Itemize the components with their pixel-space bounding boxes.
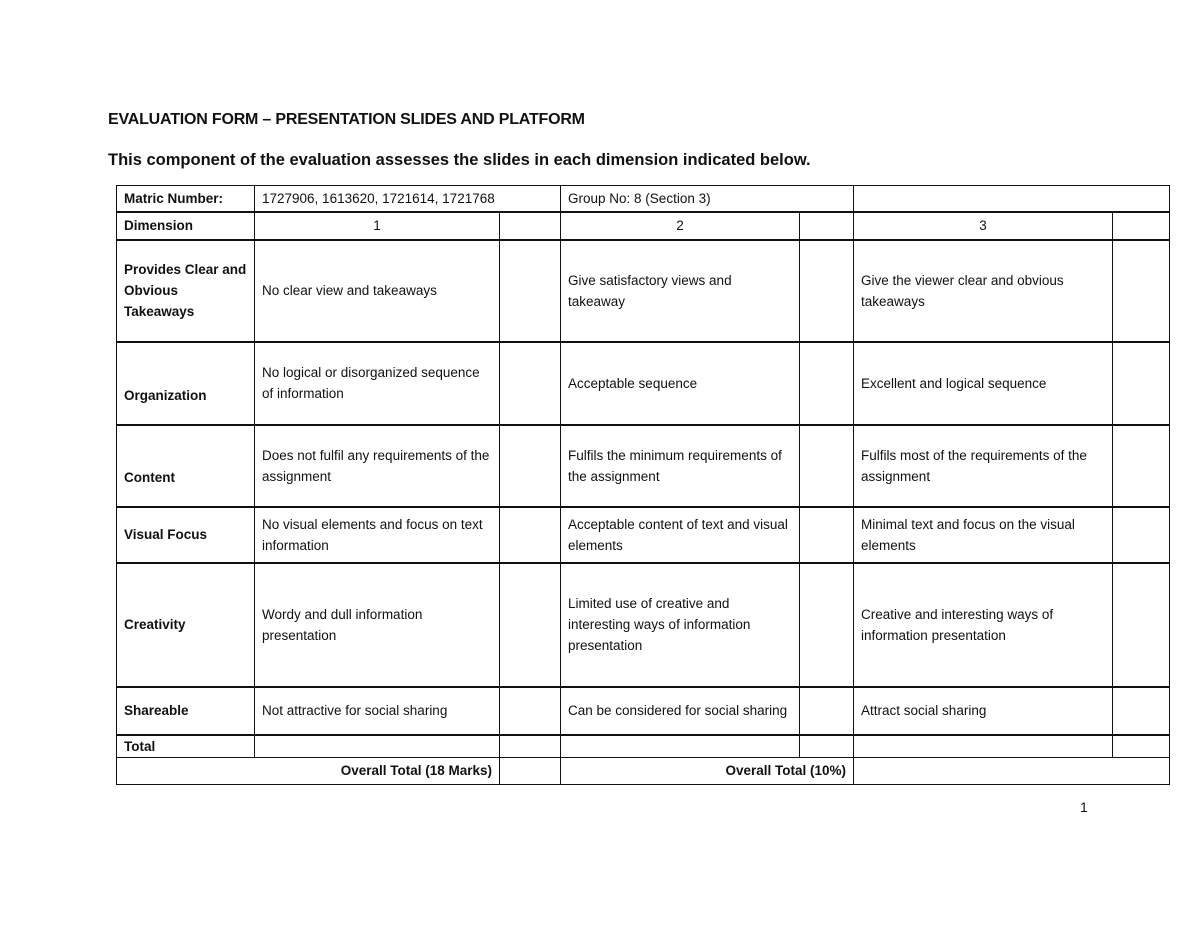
rubric-row	[117, 425, 1170, 507]
page-subtitle: This component of the evaluation assesses the slides in each dimension indicated below.	[108, 151, 811, 169]
total-score-box[interactable]	[800, 735, 854, 758]
header-row	[117, 186, 1170, 212]
criteria-level-1: No clear view and takeaways	[255, 240, 500, 342]
score-box[interactable]	[500, 563, 561, 687]
total-row	[117, 735, 1170, 758]
dimension-header: Dimension	[117, 212, 255, 240]
score-box[interactable]	[500, 240, 561, 342]
overall-marks-box[interactable]	[500, 757, 561, 784]
criteria-level-2: Give satisfactory views and takeaway	[561, 240, 800, 342]
criteria-level-3: Attract social sharing	[854, 687, 1113, 735]
total-label: Total	[117, 735, 255, 758]
criteria-level-2: Fulfils the minimum requirements of the assignment	[561, 425, 800, 507]
score-box[interactable]	[800, 240, 854, 342]
total-cell[interactable]	[854, 735, 1113, 758]
dimension-label: Organization	[117, 342, 255, 425]
score-box[interactable]	[1113, 507, 1170, 563]
score-box[interactable]	[500, 687, 561, 735]
dimension-label: Shareable	[117, 687, 255, 735]
page-number: 1	[1080, 799, 1088, 815]
criteria-level-2: Acceptable content of text and visual elements	[561, 507, 800, 563]
score-box[interactable]	[1113, 240, 1170, 342]
criteria-level-1: Does not fulfil any requirements of the assignment	[255, 425, 500, 507]
criteria-level-1: Wordy and dull information presentation	[255, 563, 500, 687]
criteria-level-1: Not attractive for social sharing	[255, 687, 500, 735]
total-score-box[interactable]	[500, 735, 561, 758]
overall-percent-box[interactable]	[854, 757, 1170, 784]
score-box[interactable]	[800, 687, 854, 735]
dimension-label: Content	[117, 425, 255, 507]
criteria-level-3: Fulfils most of the requirements of the assignment	[854, 425, 1113, 507]
total-cell[interactable]	[255, 735, 500, 758]
dimension-label: Provides Clear and Obvious Takeaways	[117, 240, 255, 342]
page-title: EVALUATION FORM – PRESENTATION SLIDES AND PLATFORM	[108, 111, 585, 128]
matric-number-value: 1727906, 1613620, 1721614, 1721768	[255, 186, 561, 212]
score-box[interactable]	[1113, 563, 1170, 687]
criteria-level-2: Limited use of creative and interesting ways of information presentation	[561, 563, 800, 687]
column-header-row	[117, 212, 1170, 240]
dimension-label: Creativity	[117, 563, 255, 687]
score-box-header-1	[500, 212, 561, 240]
total-score-box[interactable]	[1113, 735, 1170, 758]
matric-number-label: Matric Number:	[117, 186, 255, 212]
score-box[interactable]	[500, 342, 561, 425]
overall-total-percent-label: Overall Total (10%)	[561, 757, 854, 784]
rubric-row	[117, 563, 1170, 687]
score-header-1: 1	[255, 212, 500, 240]
group-number: Group No: 8 (Section 3)	[561, 186, 854, 212]
score-box[interactable]	[1113, 425, 1170, 507]
score-box-header-2	[800, 212, 854, 240]
rubric-row	[117, 507, 1170, 563]
score-header-3: 3	[854, 212, 1113, 240]
overall-total-marks-label: Overall Total (18 Marks)	[117, 757, 500, 784]
criteria-level-3: Give the viewer clear and obvious takeaways	[854, 240, 1113, 342]
score-box[interactable]	[1113, 342, 1170, 425]
score-box[interactable]	[800, 425, 854, 507]
criteria-level-2: Acceptable sequence	[561, 342, 800, 425]
criteria-level-2: Can be considered for social sharing	[561, 687, 800, 735]
dimension-label: Visual Focus	[117, 507, 255, 563]
rubric-row	[117, 342, 1170, 425]
score-box[interactable]	[500, 425, 561, 507]
score-box[interactable]	[500, 507, 561, 563]
criteria-level-3: Excellent and logical sequence	[854, 342, 1113, 425]
criteria-level-1: No visual elements and focus on text information	[255, 507, 500, 563]
score-header-2: 2	[561, 212, 800, 240]
criteria-level-3: Minimal text and focus on the visual elements	[854, 507, 1113, 563]
rubric-row	[117, 240, 1170, 342]
score-box[interactable]	[800, 342, 854, 425]
criteria-level-3: Creative and interesting ways of information presentation	[854, 563, 1113, 687]
score-box-header-3	[1113, 212, 1170, 240]
score-box[interactable]	[800, 507, 854, 563]
score-box[interactable]	[1113, 687, 1170, 735]
score-box[interactable]	[800, 563, 854, 687]
header-empty-cell	[854, 186, 1170, 212]
evaluation-rubric-table	[116, 185, 1170, 785]
criteria-level-1: No logical or disorganized sequence of information	[255, 342, 500, 425]
rubric-row	[117, 687, 1170, 735]
total-cell[interactable]	[561, 735, 800, 758]
overall-total-row	[117, 757, 1170, 784]
